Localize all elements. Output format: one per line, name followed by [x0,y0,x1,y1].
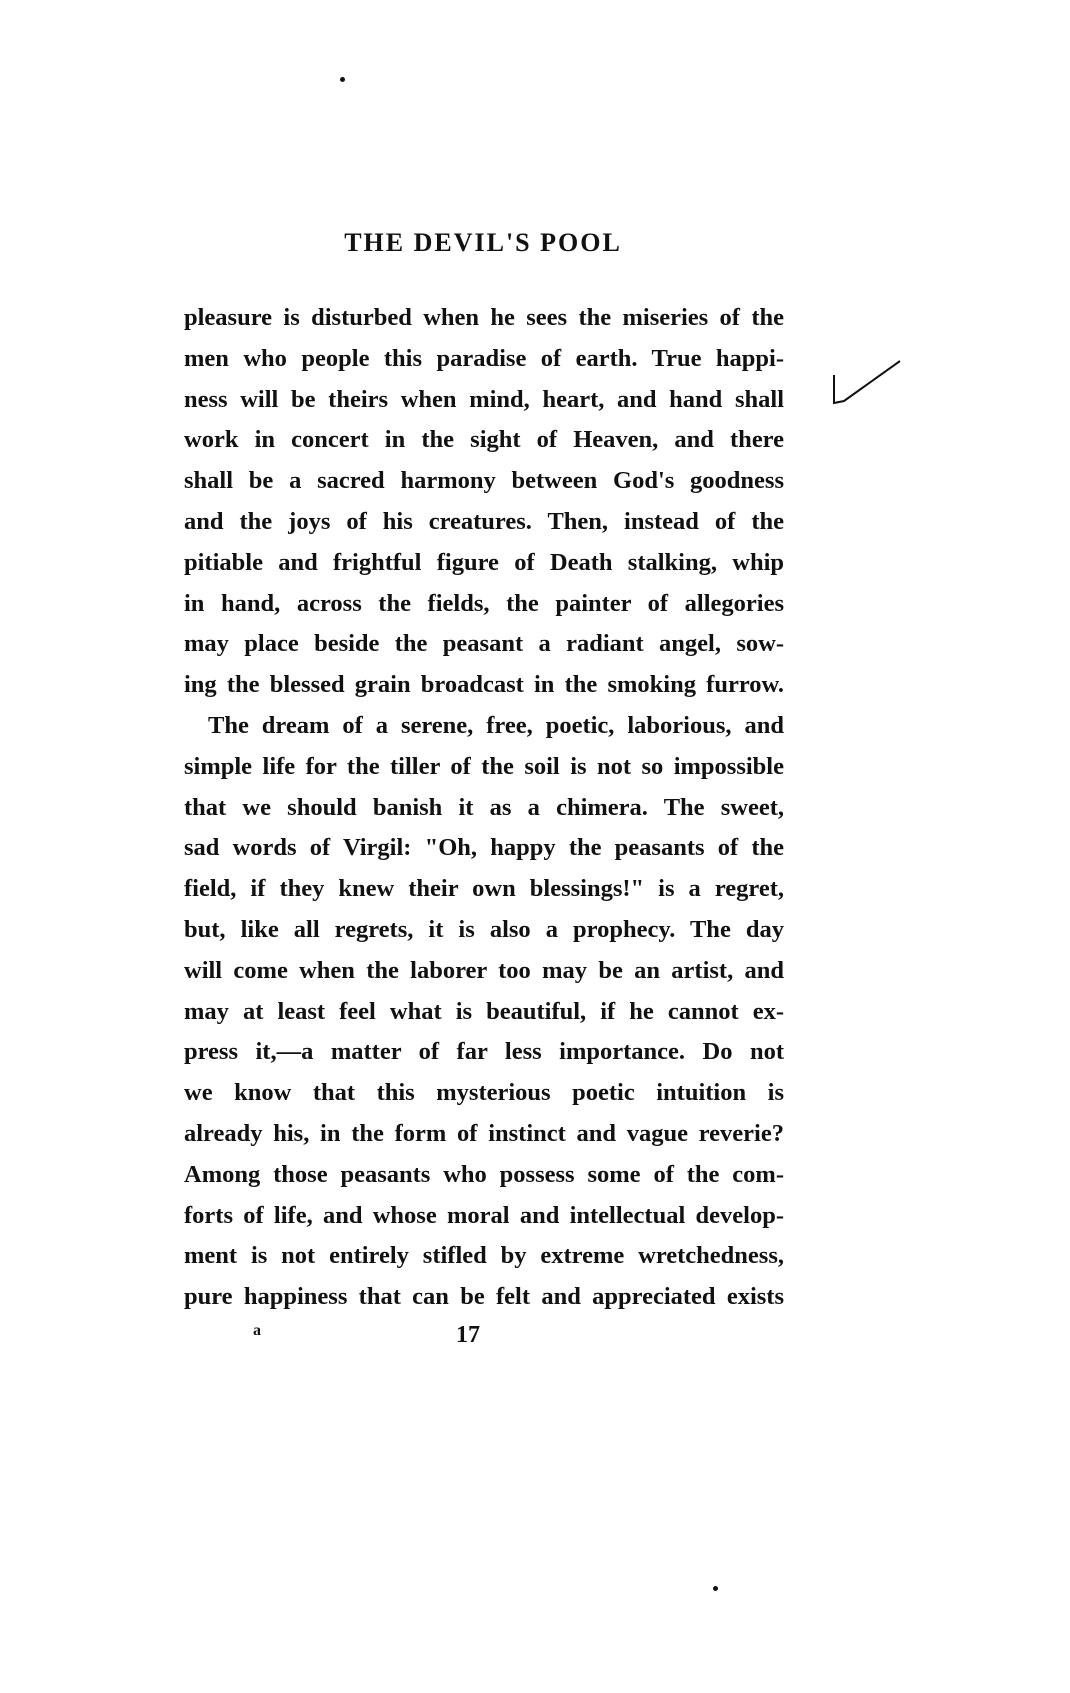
page-number: 17 [456,1322,480,1348]
text-line: field, if they knew their own blessings!" is a regret, [184,875,784,903]
text-line: ness will be theirs when mind, heart, and hand shall [184,385,784,413]
text-line: in hand, across the fields, the painter of allegories [184,589,784,617]
text-line: men who people this paradise of earth. True happi- [184,344,784,372]
scan-speck [713,1586,718,1591]
text-line: simple life for the tiller of the soil is not so impossible [184,752,784,780]
body-text [184,298,784,1318]
text-line: we know that this mysterious poetic intuition is [184,1079,784,1107]
paragraph-1 [184,298,784,706]
text-line: forts of life, and whose moral and intellectual develop- [184,1201,784,1229]
text-line: that we should banish it as a chimera. The sweet, [184,793,784,821]
text-line: sad words of Virgil: "Oh, happy the peasants of the [184,834,784,862]
signature-mark: a [253,1322,261,1339]
text-line: pleasure is disturbed when he sees the miseries of the [184,304,784,331]
text-line: may place beside the peasant a radiant angel, sow- [184,630,784,658]
text-line: pure happiness that can be felt and appreciated exists [184,1283,784,1311]
text-line: will come when the laborer too may be an artist, and [184,956,784,984]
text-line: Among those peasants who possess some of the com- [184,1160,784,1188]
text-line: already his, in the form of instinct and vague reverie? [184,1119,784,1147]
text-line: and the joys of his creatures. Then, instead of the [184,507,784,535]
running-title: THE DEVIL'S POOL [344,228,622,257]
scan-speck [340,77,345,82]
text-line: press it,—a matter of far less importance. Do not [184,1038,784,1066]
handwritten-check-mark-icon [830,355,910,425]
text-line: ment is not entirely stifled by extreme wretchedness, [184,1242,784,1270]
running-header [0,228,1070,258]
paragraph-2 [184,706,784,1318]
text-line: may at least feel what is beautiful, if he cannot ex- [184,997,784,1025]
text-line: ing the blessed grain broadcast in the smoking furrow. [184,671,784,699]
text-line: pitiable and frightful figure of Death stalking, whip [184,548,784,576]
text-line: shall be a sacred harmony between God's goodness [184,467,784,495]
text-line: but, like all regrets, it is also a prophecy. The day [184,915,784,943]
text-line: The dream of a serene, free, poetic, laborious, and [208,711,784,739]
text-line: work in concert in the sight of Heaven, and there [184,426,784,454]
